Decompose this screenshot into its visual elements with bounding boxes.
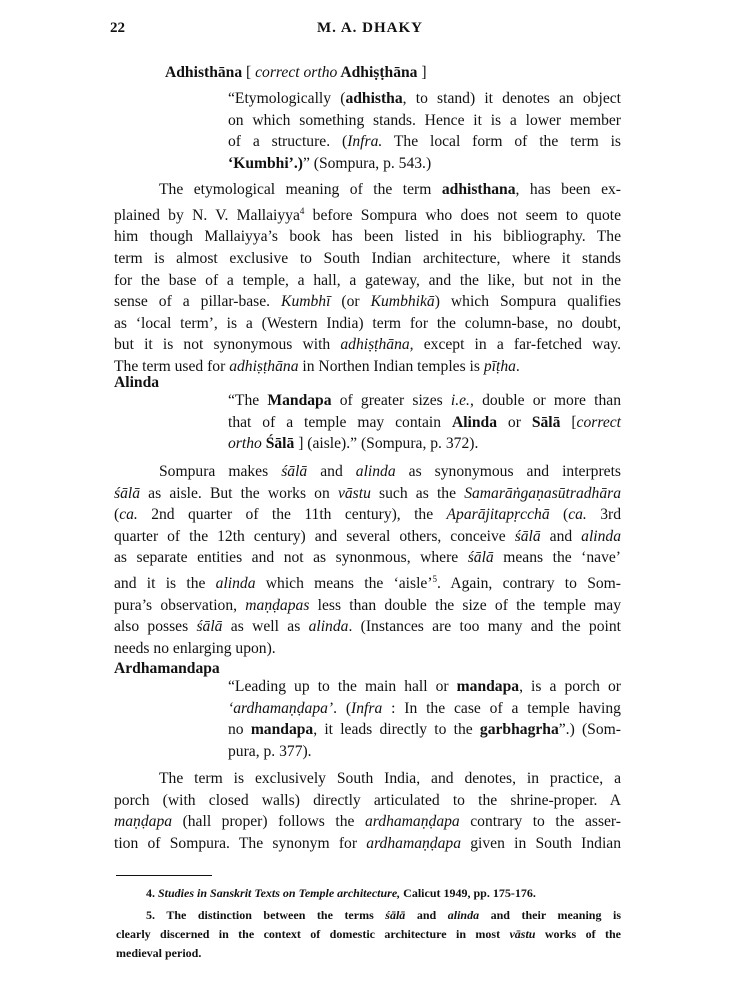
quote-line: “Leading up to the main hall or mandapa, is a porch or [228, 678, 621, 695]
footnote-line: 5. The distinction between the terms śālā and alinda and their meaning is [146, 908, 621, 922]
text-line: needs no enlarging upon). [114, 639, 276, 657]
text-line: quarter of the 12th century) and several others, conceive śālā and alinda [114, 527, 622, 545]
entry-heading-adhisthana: Adhisthāna [ correct ortho Adhiṣṭhāna ] [165, 64, 427, 81]
text-line: (ca. 2nd quarter of the 11th century), the Aparājitapṛcchā (ca. 3rd [114, 506, 621, 524]
paragraph-3 [114, 768, 621, 854]
text-line: also posses śālā as well as alinda. (Instances are too many and the point [114, 618, 621, 636]
text-line: plained by N. V. Mallaiyya$^4$ before Sompura who does not seem to quote [114, 205, 621, 224]
text-line: sense of a pillar-base. Kumbhī (or Kumbhikā) which Sompura qualifies [114, 293, 621, 311]
footnote-5 [116, 906, 621, 963]
quote-line: ‘ardhamaṇḍapa’. (Infra : In the case of a temple having [228, 699, 621, 717]
text-line: as ‘local term’, is a (Western India) term for the column-base, no doubt, [114, 314, 621, 332]
quote-line: no mandapa, it leads directly to the garbhagrha”.) (Som- [228, 721, 621, 739]
text-line: tion of Sompura. The synonym for ardhamaṇḍapa given in South Indian [114, 834, 621, 852]
quote-ardhamandapa [228, 676, 621, 762]
quote-line: on which something stands. Hence it is a lower member [228, 111, 621, 129]
text-line: maṇḍapa (hall proper) follows the ardhamaṇḍapa contrary to the asser- [114, 813, 622, 831]
paragraph-2 [114, 461, 621, 660]
quote-line: pura, p. 377). [228, 742, 312, 760]
page-header [110, 20, 630, 42]
footnote-rule [116, 875, 212, 876]
text-line: as separate entities and not as synonmous, where śālā means the ‘nave’ [114, 549, 622, 567]
text-line: Sompura makes śālā and alinda as synonymous and interprets [159, 463, 621, 480]
footnote-line: medieval period. [116, 946, 202, 960]
page-number: 22 [110, 20, 125, 36]
text-line: śālā as aisle. But the works on vāstu such as the Samarāṅgaṇasūtradhāra [114, 484, 622, 502]
quote-line: of a structure. (Infra. The local form of the term is [228, 133, 621, 151]
footnote-4 [116, 884, 621, 903]
text-line: for the base of a temple, a hall, a gateway, and the like, but not in the [114, 271, 621, 289]
running-head: M. A. DHAKY [317, 20, 423, 36]
entry-heading-ardhamandapa: Ardhamandapa [114, 660, 220, 677]
text-line: The term is exclusively South India, and denotes, in practice, a [159, 770, 621, 787]
quote-line: that of a temple may contain Alinda or Sālā [correct [228, 413, 621, 431]
text-line: but it is not synonymous with adhiṣṭhāna, except in a far-fetched way. [114, 336, 621, 354]
text-line: The etymological meaning of the term adhisthana, has been ex- [159, 181, 621, 198]
text-line: porch (with closed walls) directly articulated to the shrine-proper. A [114, 791, 621, 809]
quote-line: “Etymologically (adhistha, to stand) it denotes an object [228, 90, 621, 107]
footnote-line: 4. Studies in Sanskrit Texts on Temple architecture, Calicut 1949, pp. 175-176. [146, 886, 536, 900]
text-line: pura’s observation, maṇḍapas less than double the size of the temple may [114, 596, 621, 614]
text-line: and it is the alinda which means the ‘aisle’$^5$. Again, contrary to Som- [114, 573, 621, 593]
paragraph-1 [114, 179, 621, 378]
text-line: term is almost exclusive to South Indian architecture, where it stands [114, 249, 621, 267]
footnote-line: clearly discerned in the context of domestic architecture in most vāstu works of the [116, 927, 622, 941]
quote-line: ortho Śālā ] (aisle).” (Sompura, p. 372). [228, 435, 479, 453]
entry-heading-alinda: Alinda [114, 374, 160, 391]
text-line: him though Mallaiyya’s book has been listed in his bibliography. The [114, 228, 621, 246]
text-line: The term used for adhiṣṭhāna in Northen Indian temples is pīṭha. [114, 357, 520, 375]
quote-alinda [228, 390, 621, 455]
quote-line: “The Mandapa of greater sizes i.e., double or more than [228, 392, 621, 409]
quote-adhisthana [228, 88, 621, 174]
quote-line: ‘Kumbhi’.)” (Sompura, p. 543.) [228, 154, 432, 172]
